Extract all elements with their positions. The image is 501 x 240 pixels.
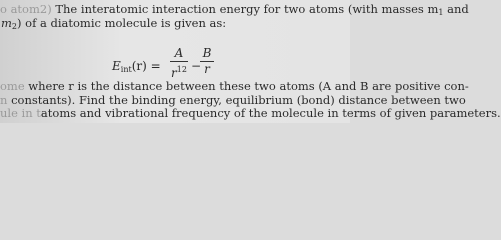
subscript: int: [120, 65, 132, 74]
denominator: r: [204, 62, 210, 76]
problem-text: where r is the distance between these two atoms (A and B are positive con-: [24, 79, 469, 93]
fraction-B: [200, 47, 214, 76]
problem-text: and: [443, 2, 469, 16]
problem-line-5: [0, 107, 501, 120]
problem-text: atoms and vibrational frequency of the molecule in terms of given parameters.: [40, 106, 501, 120]
equation-lhs: [112, 59, 161, 74]
faded-prefix: n: [0, 93, 8, 107]
problem-text: m: [1, 16, 12, 30]
denominator: [170, 63, 188, 80]
numerator: B: [202, 46, 212, 60]
minus-sign: −: [191, 59, 202, 73]
problem-text: constants). Find the binding energy, equilibrium (bond) distance between two: [7, 93, 466, 107]
problem-line-3: [0, 80, 469, 93]
equation-lhs-rest: (r) =: [131, 59, 161, 73]
subscript: 2: [11, 22, 17, 31]
fraction-A: [170, 46, 188, 80]
faded-prefix: ome: [0, 79, 25, 93]
problem-text: The interatomic interaction energy for two atoms (with masses m: [55, 2, 439, 16]
problem-text: ) of a diatomic molecule is given as:: [17, 16, 227, 30]
denominator-var: r: [171, 66, 177, 80]
exponent: 12: [176, 65, 187, 74]
numerator: A: [174, 46, 184, 60]
faded-prefix: o atom2): [0, 2, 52, 16]
energy-symbol: E: [112, 59, 121, 73]
subscript: 1: [438, 8, 444, 17]
faded-prefix: ule in t: [0, 106, 41, 120]
fraction-bar: [170, 61, 188, 62]
problem-line-2: [1, 17, 226, 33]
